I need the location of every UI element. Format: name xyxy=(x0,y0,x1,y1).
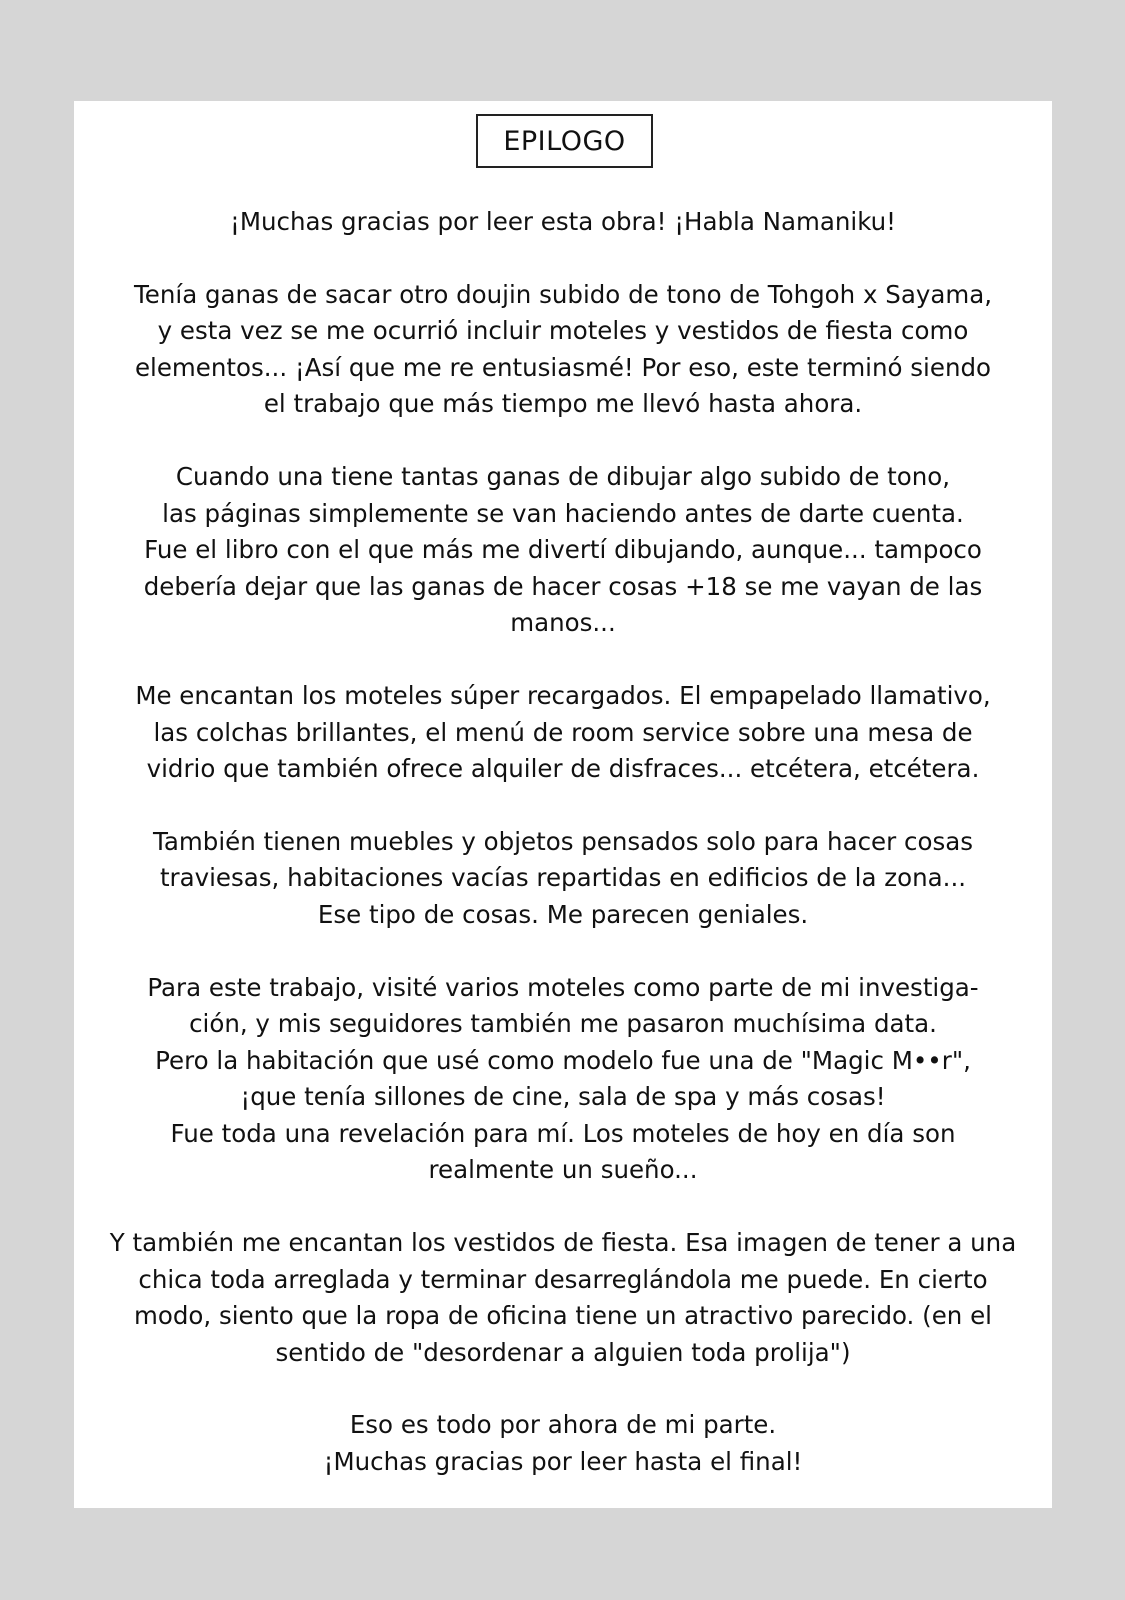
text-line: Fue toda una revelación para mí. Los moteles de hoy en día son xyxy=(170,1118,956,1148)
text-line: vidrio que también ofrece alquiler de disfraces... etcétera, etcétera. xyxy=(146,754,980,784)
text-line: Y también me encantan los vestidos de fiesta. Esa imagen de tener a una xyxy=(109,1228,1017,1258)
page xyxy=(74,101,1052,1508)
text-line: Ese tipo de cosas. Me parecen geniales. xyxy=(317,899,809,929)
text-line: el trabajo que más tiempo me llevó hasta ahora. xyxy=(263,389,863,419)
text-line: Cuando una tiene tantas ganas de dibujar algo subido de tono, xyxy=(175,461,951,491)
text-line: ¡Muchas gracias por leer esta obra! ¡Habla Namaniku! xyxy=(230,207,896,236)
text-line: debería dejar que las ganas de hacer cosas +18 se me vayan de las xyxy=(143,571,983,601)
text-line: Me encantan los moteles súper recargados. El empapelado llamativo, xyxy=(135,680,991,710)
text-line: elementos... ¡Así que me re entusiasmé! Por eso, este terminó siendo xyxy=(134,352,992,382)
text-line: las páginas simplemente se van haciendo antes de darte cuenta. xyxy=(162,498,964,528)
paragraph xyxy=(74,459,1052,642)
text-line: También tienen muebles y objetos pensados solo para hacer cosas xyxy=(153,826,973,856)
text-line: manos... xyxy=(510,608,616,638)
text-line: las colchas brillantes, el menú de room service sobre una mesa de xyxy=(153,717,973,747)
text-line: Fue el libro con el que más me divertí dibujando, aunque... tampoco xyxy=(144,535,982,565)
text-line: ¡Muchas gracias por leer hasta el final! xyxy=(323,1447,803,1477)
paragraph xyxy=(74,1225,1052,1371)
text-line: y esta vez se me ocurrió incluir moteles y vestidos de fiesta como xyxy=(157,316,969,346)
text-line: chica toda arreglada y terminar desarreglándola me puede. En cierto xyxy=(138,1264,988,1294)
paragraph xyxy=(74,824,1052,934)
page-title: EPILOGO xyxy=(476,114,653,168)
body-text xyxy=(74,204,1052,1517)
text-line: ción, y mis seguidores también me pasaron muchísima data. xyxy=(189,1009,937,1039)
paragraph xyxy=(74,970,1052,1190)
text-line: modo, siento que la ropa de oficina tiene un atractivo parecido. (en el xyxy=(134,1301,992,1331)
text-line: Pero la habitación que usé como modelo fue una de "Magic M••r", xyxy=(155,1045,971,1075)
paragraph xyxy=(74,204,1052,241)
text-line: traviesas, habitaciones vacías repartidas en edificios de la zona... xyxy=(159,863,967,893)
text-line: ¡que tenía sillones de cine, sala de spa y más cosas! xyxy=(240,1082,886,1112)
text-line: sentido de "desordenar a alguien toda prolija") xyxy=(275,1337,851,1367)
paragraph xyxy=(74,277,1052,423)
text-line: Para este trabajo, visité varios moteles como parte de mi investiga- xyxy=(147,972,979,1002)
text-line: Eso es todo por ahora de mi parte. xyxy=(349,1410,777,1440)
paragraph xyxy=(74,1407,1052,1480)
text-line: realmente un sueño... xyxy=(428,1155,698,1185)
text-line: Tenía ganas de sacar otro doujin subido de tono de Tohgoh x Sayama, xyxy=(133,279,993,309)
paragraph xyxy=(74,678,1052,788)
